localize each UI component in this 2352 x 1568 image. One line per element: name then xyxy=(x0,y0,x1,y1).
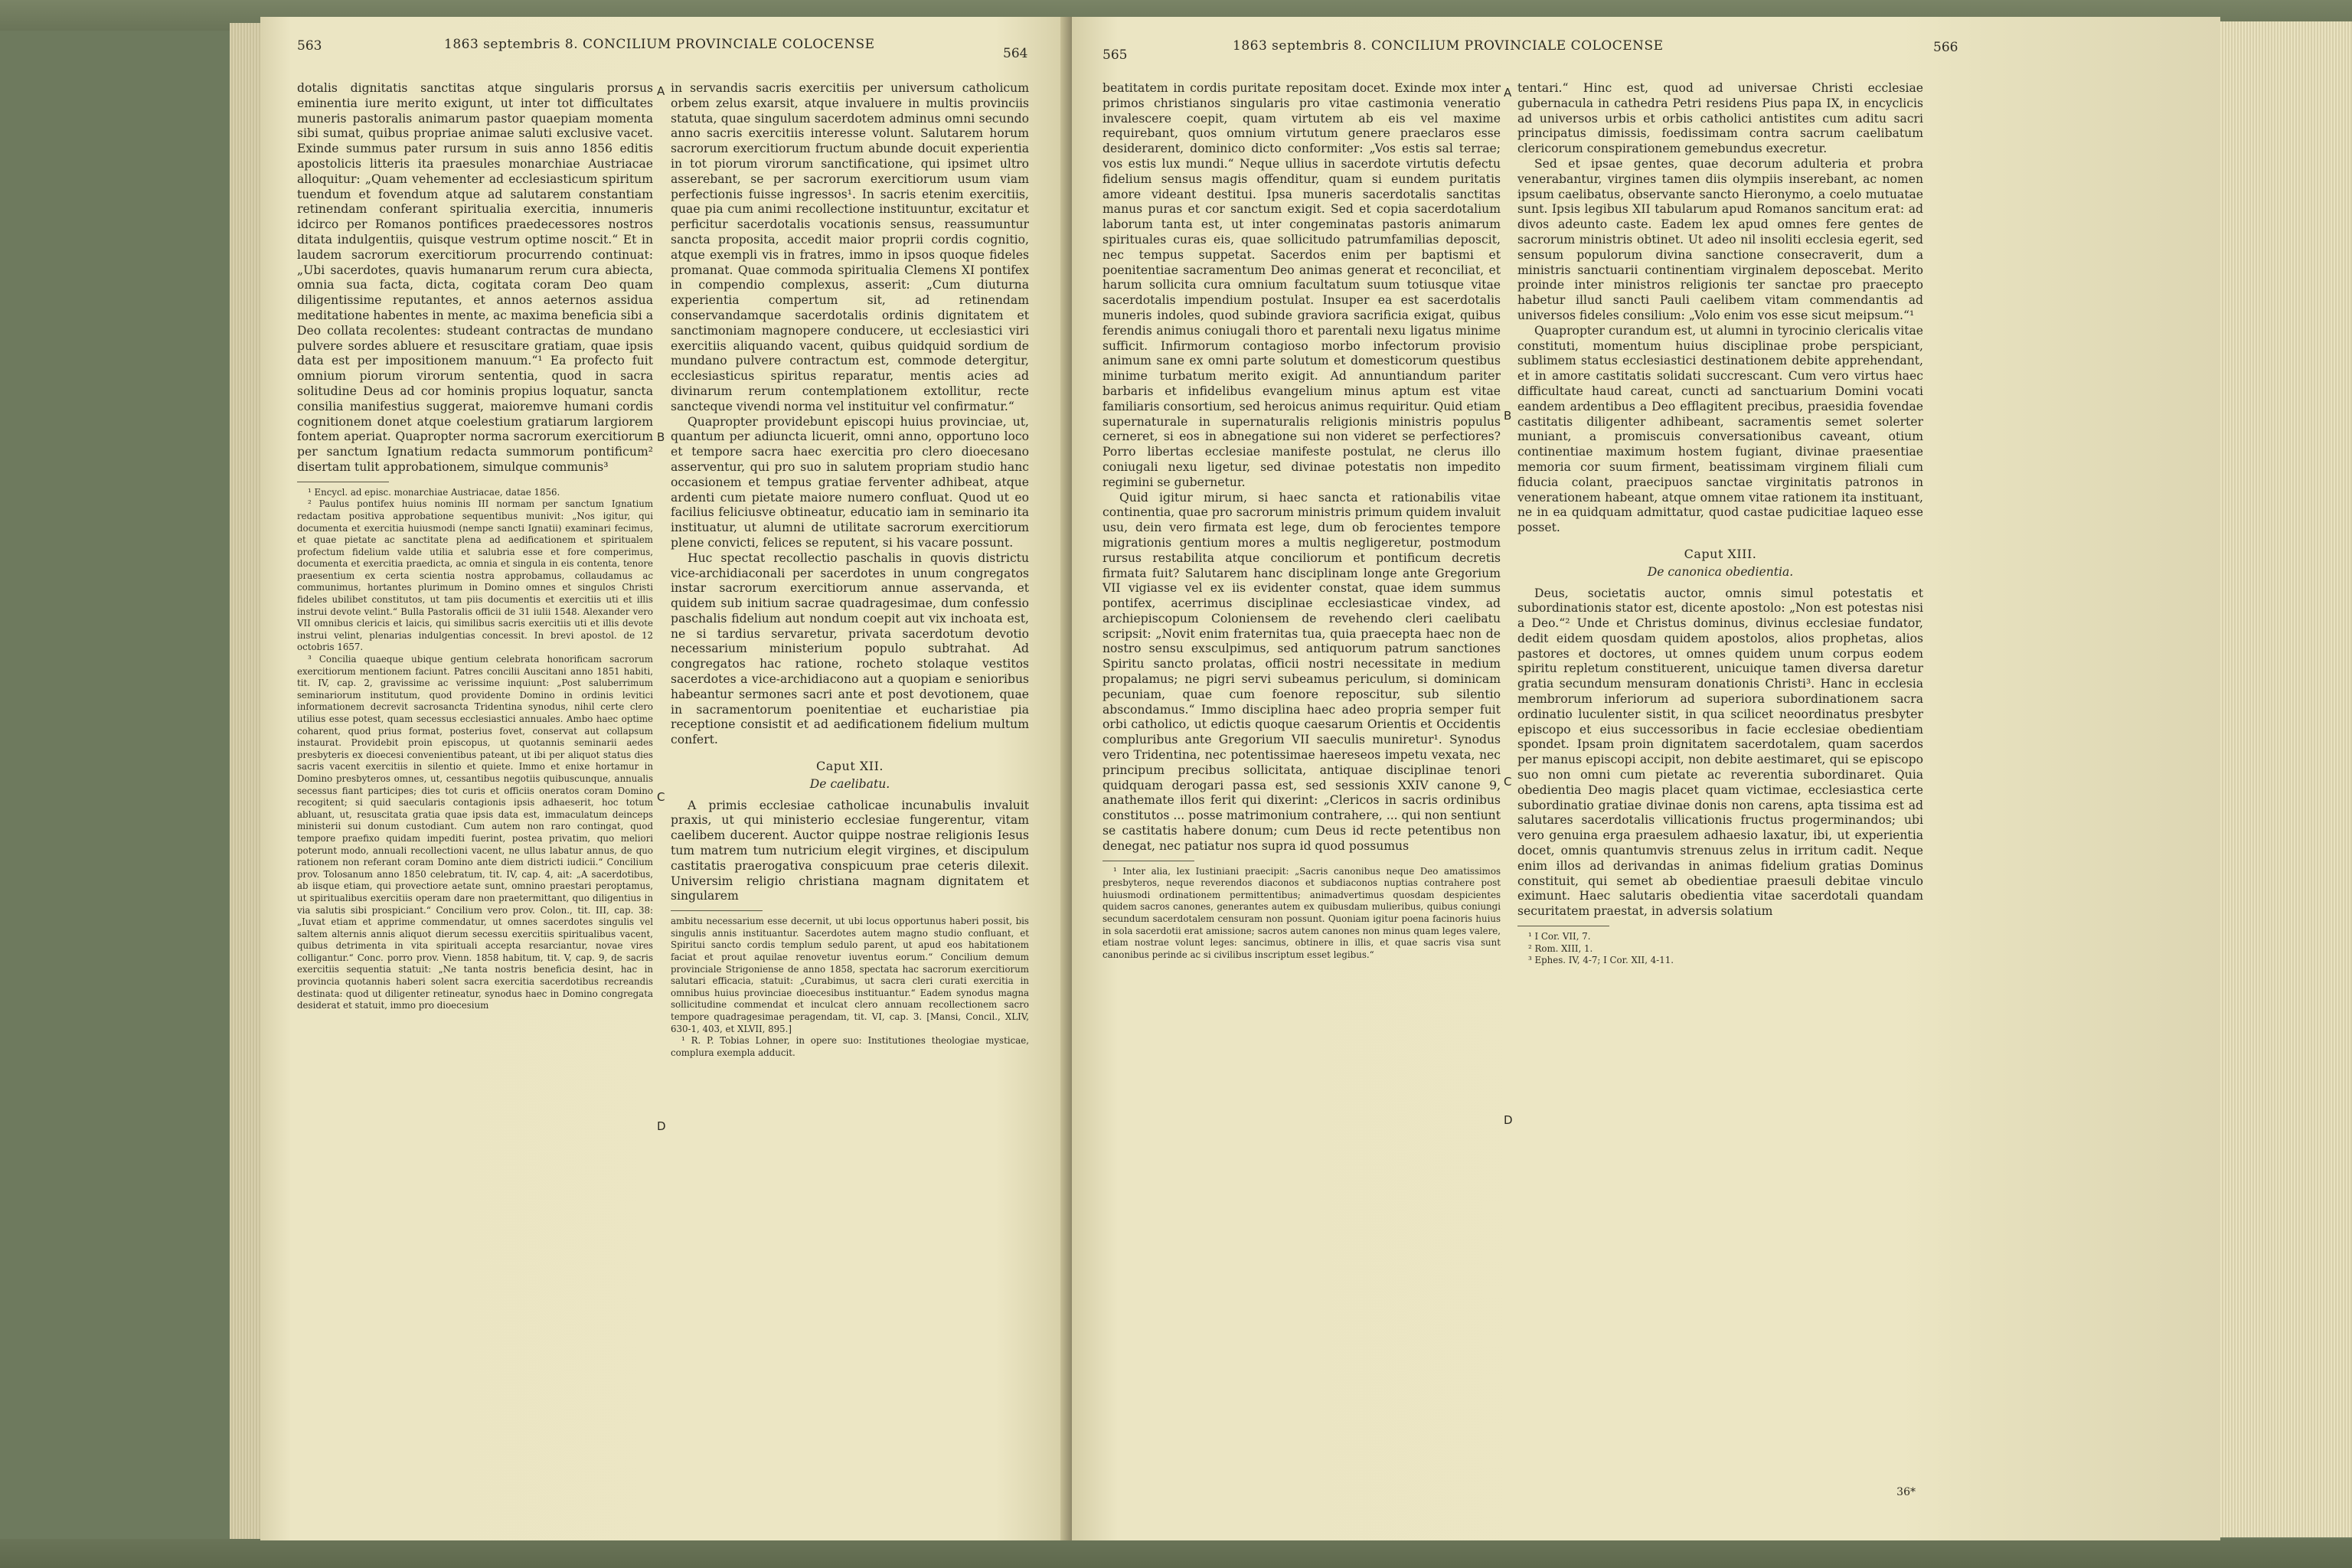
paragraph: beatitatem in cordis puritate repositam docet. Exinde mox inter primos christianos singularis pro vitae castimonia veneratio invalescere coepit, quam virtutem ab eis vel maxime requirebant, quos omnium virtutum genere praeclaros esse desiderarent, dominico dicto conformiter: „Vos estis sal terrae; vos estis lux mundi.“ Neque ullius in sacerdote virtutis defectu fidelium sensus magis offenditur, quam si eundem puritatis amore videant destitui. Ipsa muneris sacerdotalis sanctitas manus puras et cor sanctum exigit. Sed et copia sacerdotalium laborum tanta est, ut inter congeminatas pastoris animarum spirituales curas eis, quae sollicitudo patrumfamilias deposcit, nec tempus suppetat. Sacerdos enim per baptismi et poenitentiae sacramentum Deo animas generat et reconciliat, et harum sollicita cura omnium facultatum suum totiusque vitae sacerdotalis impendium postulat. Insuper ea est sacerdotalis muneris indoles, quod subinde graviora sacrificia exigat, quibus ferendis animus coniugali thoro et parentali nexu ligatus minime sufficit. Infirmorum contagioso morbo infectorum provisio animum sane ex omni parte solutum et domesticorum questibus minime turbatum merito exigit. Ad annuntiandum pariter barbaris et infidelibus evangelium minus aptum est vitae familiaris consortium, sed heroicus animus requiritur. Quid etiam supernaturale in supernaturalis religionis ministris populus cerneret, si eos in abnegatione sui non videret se perfectiores? Porro libertas ecclesiae manifeste postulat, ne clerus illo coniugali nexu ligetur, sed divinae potestatis non impedito regimini se gubernetur. xyxy=(1102,81,1501,489)
left-page-edges xyxy=(230,23,260,1539)
chapter-title: Caput XIII. xyxy=(1684,546,1757,561)
right-page xyxy=(1072,17,2220,1540)
footnote: ¹ R. P. Tobias Lohner, in opere suo: Institutiones theologiae mysticae, complura exempla adducit. xyxy=(671,1035,1029,1058)
paragraph: Quapropter curandum est, ut alumni in tyrocinio clericalis vitae constituti, momentum huius disciplinae probe perspiciant, sublimem status ecclesiastici destinationem debite apprehendant, et in amore castitatis solidati succrescant. Cum vero virtus haec difficultate haud careat, cuncti ad sanctuarium Domini vocati eandem ardentibus a Deo efflagitent precibus, praesidia fovendae castitatis diligenter adhibeant, sacramentis semet solerter muniant, a promiscuis conversationibus caveant, otium continentiae maximum hostem fugiant, divinae praesentiae memoria cor suum firment, beatissimam virginem filiali cum fiducia colant, praecipuos sanctae virginitatis patronos in venerationem habeant, atque omnem vitae rationem ita instituant, ne in ea quidquam admittatur, quod castae pudicitiae laqueo esse posset. xyxy=(1517,323,1923,535)
page-number-564: 564 xyxy=(1003,46,1028,61)
running-head-left: 1863 septembris 8. CONCILIUM PROVINCIALE COLOCENSE xyxy=(444,37,875,52)
paragraph: in servandis sacris exercitiis per universum catholicum orbem zelus exarsit, atque invaluere in multis provinciis statuta, quae singulum sacerdotem adminus omni secundo anno sacris exercitiis interesse volunt. Salutarem horum sacrorum exercitiorum fructum abunde docuit experientia in tot piorum virorum sanctificatione, qui ipsimet ultro asserebant, se per sacrorum exercitiorum usum viam perfectionis fuisse ingressos¹. In sacris etenim exercitiis, quae pia cum animi recollectione instituuntur, excitatur et perficitur sacerdotalis vocationis sensus, reassumuntur sancta proposita, accedit maior proprii cordis cognitio, atque exempli vis in fratres, immo in ipsos quoque fideles promanat. Quae commoda spiritualia Clemens XI pontifex in compendio complexus, asserit: „Cum diuturna experientia compertum sit, ad retinendam conservandamque sacerdotalis ordinis dignitatem et sanctimoniam magnopere conducere, ut ecclesiastici viri exercitiis aliquando vacent, quibus quidquid sordium de mundano pulvere contractum est, commode detergitur, ecclesiasticus spiritus reparatur, mentis acies ad divinarum rerum contemplationem extollitur, recte sancteque vivendi norma vel instituitur vel confirmatur.“ xyxy=(671,81,1029,413)
chapter-subtitle: De canonica obedientia. xyxy=(1647,564,1794,579)
footnotes-right-col2 xyxy=(1517,931,1923,967)
paragraph: tentari.“ Hinc est, quod ad universae Christi ecclesiae gubernacula in cathedra Petri residens Pius papa IX, in encyclicis ad universos urbis et orbis catholici antistites cum aditu sacri principatus dimissis, foedissimam contra sacrum caelibatum clericorum conspirationem gemebundus execretur. xyxy=(1517,81,1923,156)
footnote: ³ Ephes. IV, 4-7; I Cor. XII, 4-11. xyxy=(1528,955,1674,966)
margin-marker-c-right: C xyxy=(1504,775,1512,789)
right-column-1 xyxy=(1102,81,1501,1521)
page-number-566: 566 xyxy=(1933,40,1958,55)
margin-marker-a: A xyxy=(657,84,665,98)
left-page xyxy=(260,17,1064,1540)
footnote: ² Rom. XIII, 1. xyxy=(1528,942,1593,954)
paragraph: Sed et ipsae gentes, quae decorum adulteria et probra venerabantur, virgines tamen diis olympiis inserebant, ac nomen ipsum caelibatus, observante sancto Hieronymo, a coelo mutuatae sunt. Ipsis legibus XII tabularum apud Romanos sancitum erat: ad divos adeunto caste. Eadem lex apud omnes fere gentes de sacrorum ministris obtinet. Ut adeo nil insoliti ecclesia egerit, sed sensum populorum divina sanctione consecraverit, dum a ministris sanctuarii continentiam virginalem deposcebat. Merito proinde inter ministros religionis ter sanctae pro praecepto habetur illud sancti Pauli caelibem vitam commendantis ad universos fideles consilium: „Volo enim vos esse sicut meipsum.“¹ xyxy=(1517,156,1923,322)
footnote: ² Paulus pontifex huius nominis III normam per sanctum Ignatium redactam positiva approbatione sequentibus munivit: „Nos igitur, qui documenta et exercitia huiusmodi (nempe sancti Ignatii) examinari fecimus, et quae pietate ac sanctitate plena ad aedificationem et spiritualem profectum fidelium valde utilia et salubria esse et fore comperimus, documenta et exercitia praedicta, ac omnia et singula in eis contenta, tenore praesentium ex certa scientia nostra approbamus, collaudamus ac communimus, hortantes plurimum in Domino omnes et singulos Christi fideles ubilibet constitutos, ut tam piis documentis et exercitiis uti et illis instrui devote velint.“ Bulla Pastoralis officii de 31 iulii 1548. Alexander vero VII omnibus clericis et laicis, qui similibus sacris exercitiis uti et illis devote instrui velint, plenarias indulgentias concessit. In brevi apostol. de 12 octobris 1657. xyxy=(297,498,653,653)
margin-marker-d: D xyxy=(657,1119,666,1133)
footnote: ¹ Encycl. ad episc. monarchiae Austriacae, datae 1856. xyxy=(308,486,560,498)
right-column-2 xyxy=(1517,81,1923,1521)
footnote-rule xyxy=(671,910,763,911)
margin-marker-c: C xyxy=(657,790,665,804)
footnotes-left-col1 xyxy=(297,487,653,1012)
footnotes-right-col1 xyxy=(1102,866,1501,962)
chapter-title: Caput XII. xyxy=(816,759,884,774)
footnotes-left-col2 xyxy=(671,916,1029,1059)
margin-marker-d-right: D xyxy=(1504,1113,1513,1127)
left-column-1 xyxy=(297,81,653,1521)
paragraph: Quapropter providebunt episcopi huius provinciae, ut, quantum per adiuncta licuerit, omni anno, opportuno loco et tempore sacra haec exercitia pro clero dioecesano asserventur, qui pro suo in salutem propriam studio hanc occasionem et tempus gratiae ferventer adhibeat, atque ardenti cum pietate maiore numero confluat. Quod ut eo facilius feliciusve obtineatur, educatio iam in seminario ita instituatur, ut alumni de utilitate sacrorum exercitiorum plene convicti, felices se reputent, si his vacare possunt. xyxy=(671,414,1029,550)
right-page-edges xyxy=(2220,21,2352,1537)
chapter-subtitle: De caelibatu. xyxy=(809,776,890,791)
signature-mark: 36* xyxy=(1896,1486,1916,1499)
left-column-2 xyxy=(671,81,1029,1521)
margin-marker-b-right: B xyxy=(1504,409,1512,423)
page-number-563: 563 xyxy=(297,38,322,54)
footnote: ¹ I Cor. VII, 7. xyxy=(1528,931,1591,942)
paragraph: Quid igitur mirum, si haec sancta et rationabilis vitae continentia, quae pro sacrorum ministris primum quidem invaluit usu, dein vero firmata est lege, dum ob ferocientes tempore migrationis gentium mores a multis negligeretur, postmodum rursus restabilita atque conciliorum et pontificum decretis firmata fuit? Salutarem hanc disciplinam longe ante Gregorium VII vigiasse vel ex iis evidenter constat, quae idem summus pontifex, acerrimus disciplinae ecclesiasticae vindex, ad archiepiscopum Coloniensem de revehendo cleri caelibatu scripsit: „Novit enim fraternitas tua, quia praecepta haec non de nostro sensu exsculpimus, sed antiquorum patrum sanctiones Spiritu sancto prolatas, officii nostri necessitate in medium propalamus; ne pigri servi subeamus periculum, si dominicam pecuniam, quae cum foenore reposcitur, sub silentio abscondamus.“ Immo disciplina haec adeo propria semper fuit orbi catholico, ut edictis quoque caesarum Orientis et Occidentis compluribus ante Gregorium VII saeculis muniretur¹. Synodus vero Tridentina, nec potentissimae haereseos impetu vexata, nec principum precibus sollicitata, antiquae disciplinae tenori quidquam derogari passa est, sed sessionis XXIV canone 9, anathemate illos ferit qui dixerint: „Clericos in sacris ordinibus constitutos ... posse matrimonium contrahere, ... qui non sentiunt se castitatis habere donum; cum Deus id recte petentibus non denegat, nec patiatur nos supra id quod possumus xyxy=(1102,490,1501,853)
binding-cloth-bottom xyxy=(0,1539,2352,1568)
margin-marker-b: B xyxy=(657,430,665,444)
paragraph: Deus, societatis auctor, omnis simul potestatis et subordinationis stator est, dicente apostolo: „Non est potestas nisi a Deo.“² Unde et Christus dominus, divinus ecclesiae fundator, dedit eidem quosdam quidem apostolos, alios prophetas, alios pastores et doctores, ut omnes quidem unum corpus eodem spiritu repletum constituerent, unicuique tamen diversa daretur gratia secundum mensuram donationis Christi³. Hanc in ecclesia membrorum inferiorum ad superiora subordinationem sacra ordinatio luculenter sistit, in qua scilicet neoordinatus presbyter episcopo et eius successoribus in facie ecclesiae obedientiam spondet. Ipsam proin dignitatem sacerdotalem, quam sacerdos per manus episcopi accipit, non debite aestimaret, qui se episcopo suo non omni cum pietate ac reverentia subordinaret. Quia obedientia Deo magis placet quam victimae, ecclesiastica certe subordinatio gratiae divinae donis non carens, apta tissima est ad salutares sacerdotalis villicationis fructus progerminandos; ubi vero genuina erga praesulem adhaesio laxatur, ibi, ut experientia docet, omnis quantumvis strenuus zelus in irritum cadit. Neque enim illos ad derivandas in animas fidelium gratias Dominus constituit, qui semet ab obedientiae praesuli debitae vinculo eximunt. Haec salutaris obedientia vitae sacerdotali quandam securitatem praestat, in adversis solatium xyxy=(1517,586,1923,919)
footnote: ¹ Inter alia, lex Iustiniani praecipit: „Sacris canonibus neque Deo amatissimos presbyteros, neque reverendos diaconos et subdiaconos nuptias contrahere post huiusmodi ordinationem permittentibus; animadvertimus quosdam despicientes quidem sacros canones, generantes autem ex quibusdam mulieribus, quibus coniungi secundum sacerdotalem censuram non possunt. Quoniam igitur poena facinoris huius in sola sacerdotii erat amissione; sacros autem canones non minus quam leges valere, etiam nostrae volunt leges: sancimus, obtinere in illis, et quae sacris visa sunt canonibus perinde ac si civilibus inscriptum esset legibus.“ xyxy=(1102,865,1501,960)
footnote: ³ Concilia quaeque ubique gentium celebrata honorificam sacrorum exercitiorum mentionem faciunt. Patres concilii Auscitani anno 1851 habiti, tit. IV, cap. 2, gravissime ac verissime inquiunt: „Post saluberrimum seminariorum institutum, quod providente Domino in ordinis levitici informationem decrevit sacrosancta Tridentina synodus, nihil certe clero utilius esse potest, quam secessus ecclesiastici annuales. Ambo haec optime coharent, quod prius format, posterius fovet, conservat aut collapsum instaurat. Providebit proin episcopus, ut quotannis seminarii aedes presbyteris ex dioecesi convenientibus pateant, ut ibi per aliquot status dies sacris vacent exercitiis in silentio et quiete. Immo et enixe hortamur in Domino presbyteros omnes, ut, cessantibus negotiis quibuscunque, annualis secessus fiant participes; dies tot curis et officiis oneratos coram Domino recogitent; si quid saecularis contagionis ipsis adhaeserit, hoc totum abluant, ut, resuscitata gratia quae ipsis data est, immaculatum deinceps ministerii sui donum custodiant. Cum autem non raro contingat, quod tempore praefixo quidam impediti fuerint, postea privatim, quo meliori poterunt modo, annuali recollectioni vacent, ne ullus labatur annus, de quo rationem non referant coram Domino ante diem districti iudicii.“ Concilium prov. Tolosanum anno 1850 celebratum, tit. IV, cap. 4, ait: „A sacerdotibus, ab iisque etiam, qui provectiore aetate sunt, omnino praestari peroptamus, ut spiritualibus exercitiis operam dare non praetermittant, quo diligentius in via salutis sibi prospiciant.“ Concilium vero prov. Colon., tit. III, cap. 38: „Iuvat etiam et apprime commendatur, ut omnes sacerdotes singulis vel saltem alternis annis aliquot dierum secessu exercitiis spiritualibus vacent, quibus detrimenta in vita spirituali accepta resarciantur, novae vires colligantur.“ Conc. porro prov. Vienn. 1858 habitum, tit. V, cap. 9, de sacris exercitiis sequentia statuit: „Ne tanta nostris beneficia desint, hac in provincia quotannis haberi solent sacra exercitia sacerdotibus recreandis destinata: quod ut diligenter retineatur, synodus haec in Domino congregata desiderat et statuit, immo pro dioecesium xyxy=(297,654,653,1011)
running-head-right: 1863 septembris 8. CONCILIUM PROVINCIALE COLOCENSE xyxy=(1233,38,1664,54)
paragraph: Huc spectat recollectio paschalis in quovis districtu vice-archidiaconali per sacerdotes in unum congregatos instar sacrorum exercitiorum annue asservanda, et quidem sub initium sacrae quadragesimae, dum confessio paschalis fidelium aut nondum coepit aut vix inchoata est, ne si tardius servaretur, privata sacerdotum devotio necessarium ministerium populo subtrahat. Ad congregatos hac ratione, rocheto stolaque vestitos sacerdotes a vice-archidiacono aut a quopiam e senioribus habeantur sermones sacri ante et post devotionem, quae in sacramentorum poenitentiae et eucharistiae pia receptione consistit et ad aedificationem fidelium multum confert. xyxy=(671,550,1029,747)
paragraph: dotalis dignitatis sanctitas atque singularis prorsus eminentia iure merito exigunt, ut inter tot difficultates muneris pastoralis animarum pastor quaepiam momenta sibi sumat, quibus propriae animae saluti exclusive vacet. Exinde summus pater rursum in suis anno 1856 editis apostolicis litteris ita praesules monarchiae Austriacae alloquitur: „Quam vehementer ad ecclesiasticum spiritum tuendum et fovendum atque ad salutarem constantiam retinendam conferant spiritualia exercitia, innumeris idcirco per Romanos pontifices praedecessores nostros ditata indulgentiis, quisque vestrum optime noscit.“ Et in laudem sacrorum exercitiorum procurrendo continuat: „Ubi sacerdotes, quavis humanarum rerum cura abiecta, omnia sua facta, dicta, cogitata coram Deo quam diligentissime reputantes, et annos aeternos assidua meditatione habentes in mente, ac maxima beneficia sibi a Deo collata recolentes: studeant contractas de mundano pulvere sordes abluere et resuscitare gratiam, quae ipsis data est per impositionem manuum.“¹ Ea profecto fuit omnium piorum virorum sententia, quod in sacra solitudine Deus ad cor hominis propius loquatur, sancta consilia manifestius suggerat, maioremve humani cordis cognitionem donet atque coelestium gratiarum largiorem fontem aperiat. Quapropter norma sacrorum exercitiorum per sanctum Ignatium redacta summorum pontificum² disertam tulit approbationem, simulque communis³ xyxy=(297,81,653,474)
page-number-565: 565 xyxy=(1102,47,1128,63)
paragraph: A primis ecclesiae catholicae incunabulis invaluit praxis, ut qui ministerio ecclesiae fungerentur, vitam caelibem ducerent. Auctor quippe nostrae religionis Iesus tum matrem tum nutricium elegit virgines, et discipulum castitatis praerogativa conspicuum prae ceteris dilexit. Universim religio christiana magnam dignitatem et singularem xyxy=(671,798,1029,903)
margin-marker-a-right: A xyxy=(1504,86,1512,100)
footnote: ambitu necessarium esse decernit, ut ubi locus opportunus haberi possit, bis singulis annis instituantur. Sacerdotes autem magno studio confluant, et Spiritui sancto cordis templum sedulo parent, ut apud eos habitationem faciat et prout aquilae renovetur iuventus eorum.“ Concilium demum provinciale Strigoniense de anno 1858, spectata hac sacrorum exercitiorum salutari efficacia, statuit: „Curabimus, ut sacra cleri curati exercitia in omnibus huius provinciae dioecesibus instituantur.“ Eadem synodus magna sollicitudine commendat et inculcat clero annuam recollectionem sacro tempore quadragesimae peragendam, tit. VI, cap. 3. [Mansi, Concil., XLIV, 630-1, 403, et XLVII, 895.] xyxy=(671,916,1029,1034)
